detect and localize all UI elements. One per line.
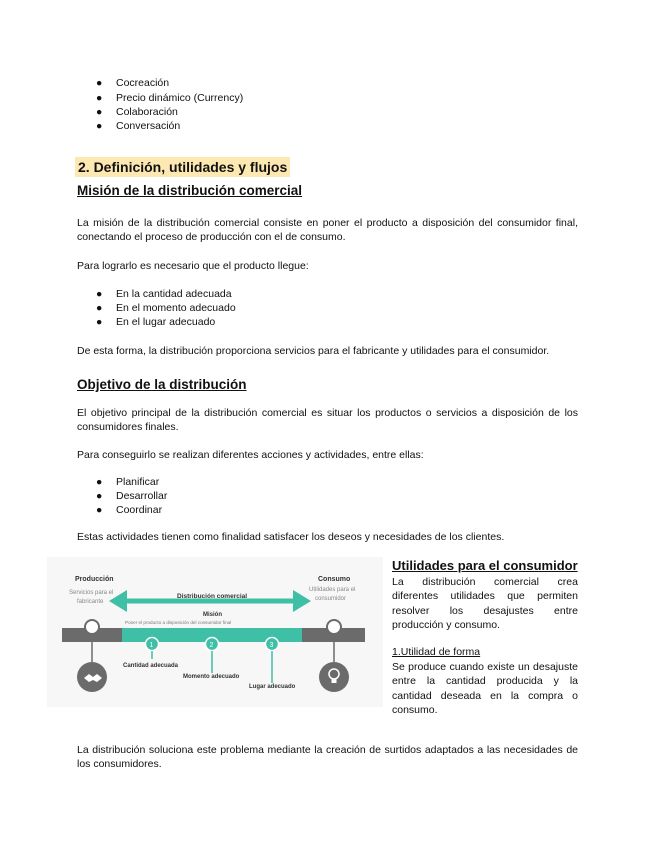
point-1-label: Cantidad adecuada: [123, 663, 179, 669]
utilities-paragraph-2: Se produce cuando existe un desajuste entre la cantidad producida y la cantidad deseada en la compra o consumo.: [392, 661, 578, 716]
mission-label: Misión: [203, 612, 222, 618]
mission-paragraph-2: Para lograrlo es necesario que el producto llegue:: [77, 260, 309, 272]
objective-heading: Objetivo de la distribución: [77, 377, 247, 392]
mission-sub: Poner el producto a disposición del consumidor final: [125, 620, 232, 625]
consumption-node: [327, 620, 341, 634]
closing-paragraph: La distribución soluciona este problema mediante la creación de surtidos adaptados a las necesidades de los consumidores.: [77, 744, 578, 770]
lightbulb-icon: [319, 662, 349, 692]
mission-heading: Misión de la distribución comercial: [77, 183, 303, 198]
production-sub-1: Servicios para el: [69, 590, 114, 596]
consumption-sub-2: consumidor: [315, 596, 347, 602]
point-1-number: 1: [149, 642, 154, 649]
objective-paragraph-3: Estas actividades tienen como finalidad satisfacer los deseos y necesidades de los clientes.: [77, 531, 505, 543]
point-2-label: Momento adecuado: [183, 674, 240, 680]
production-sub-2: fabricante: [77, 599, 104, 605]
handshake-icon: [77, 662, 107, 692]
utilities-heading: Utilidades para el consumidor: [392, 558, 578, 573]
consumption-title: Consumo: [318, 576, 351, 583]
production-node: [85, 620, 99, 634]
consumption-sub-1: Utilidades para el: [309, 587, 356, 593]
objective-paragraph-1: El objetivo principal de la distribución comercial es situar los productos o servicios a disposición de los consumidores finales.: [77, 407, 578, 433]
point-3-number: 3: [269, 642, 274, 649]
diagram-canvas: [47, 557, 383, 707]
utility-form-heading: 1.Utilidad de forma: [392, 646, 481, 658]
mission-paragraph-1: La misión de la distribución comercial consiste en poner el producto a disposición del consumidor final, conectando el proceso de producción con el de consumo.: [77, 217, 578, 243]
production-title: Producción: [75, 576, 114, 583]
document-page: ● Cocreación ● Precio dinámico (Currency) ● Colaboración ● Conversación 2. Definición, utilidades y flujos Misión de la distribución comercial La misión de la distribución comercial consiste en poner el producto a disposición del consumidor final, conectando el proceso de producción con el de consumo. Para lograrlo es necesario que el producto llegue: ● En la cantidad adecuada ● En el momento adecuado ● En el lugar adecuado De esta forma, la distribución proporciona servicios para el fabricante y utilidades para el consumidor. Objetivo de la distribución El objetivo principal de la distribución comercial es situar los productos o servicios a disposición de los consumidores finales. Para conseguirlo se realizan diferentes acciones y actividades, entre ellas: ● Planificar ● Desarrollar ● Coordinar Estas actividades tienen como finalidad satisfacer los deseos y necesidades de los clientes. Producción Servicios para el fabricante Consumo Utilidades para el consumidor Distribución comercial Misión Poner el producto a disposición del consumidor final 1 2 3 Cantidad adecuada Momento adecuado Lugar adecuado Utilidades para el consumidor La distribución comercial crea diferentes utilidades que permiten resolver los desajustes entre producción y consumo. 1.Utilidad de forma Se produce cuando existe un desajuste entre la cantidad producida y la cantidad deseada en la compra o consumo. La distribución soluciona este problema mediante la creación de surtidos adaptados a las necesidades de los consumidores.: [0, 0, 655, 848]
utilities-paragraph-1: La distribución comercial crea diferentes utilidades que permiten resolver los desajustes entre producción y consumo.: [392, 576, 578, 631]
point-2-number: 2: [209, 642, 214, 649]
mission-paragraph-3: De esta forma, la distribución proporciona servicios para el fabricante y utilidades para el consumidor.: [77, 345, 550, 357]
distribution-diagram: [47, 557, 383, 707]
arrow-label: Distribución comercial: [177, 593, 248, 600]
point-3-label: Lugar adecuado: [249, 684, 296, 690]
objective-paragraph-2: Para conseguirlo se realizan diferentes acciones y actividades, entre ellas:: [77, 449, 424, 461]
section-title: 2. Definición, utilidades y flujos: [75, 157, 290, 177]
